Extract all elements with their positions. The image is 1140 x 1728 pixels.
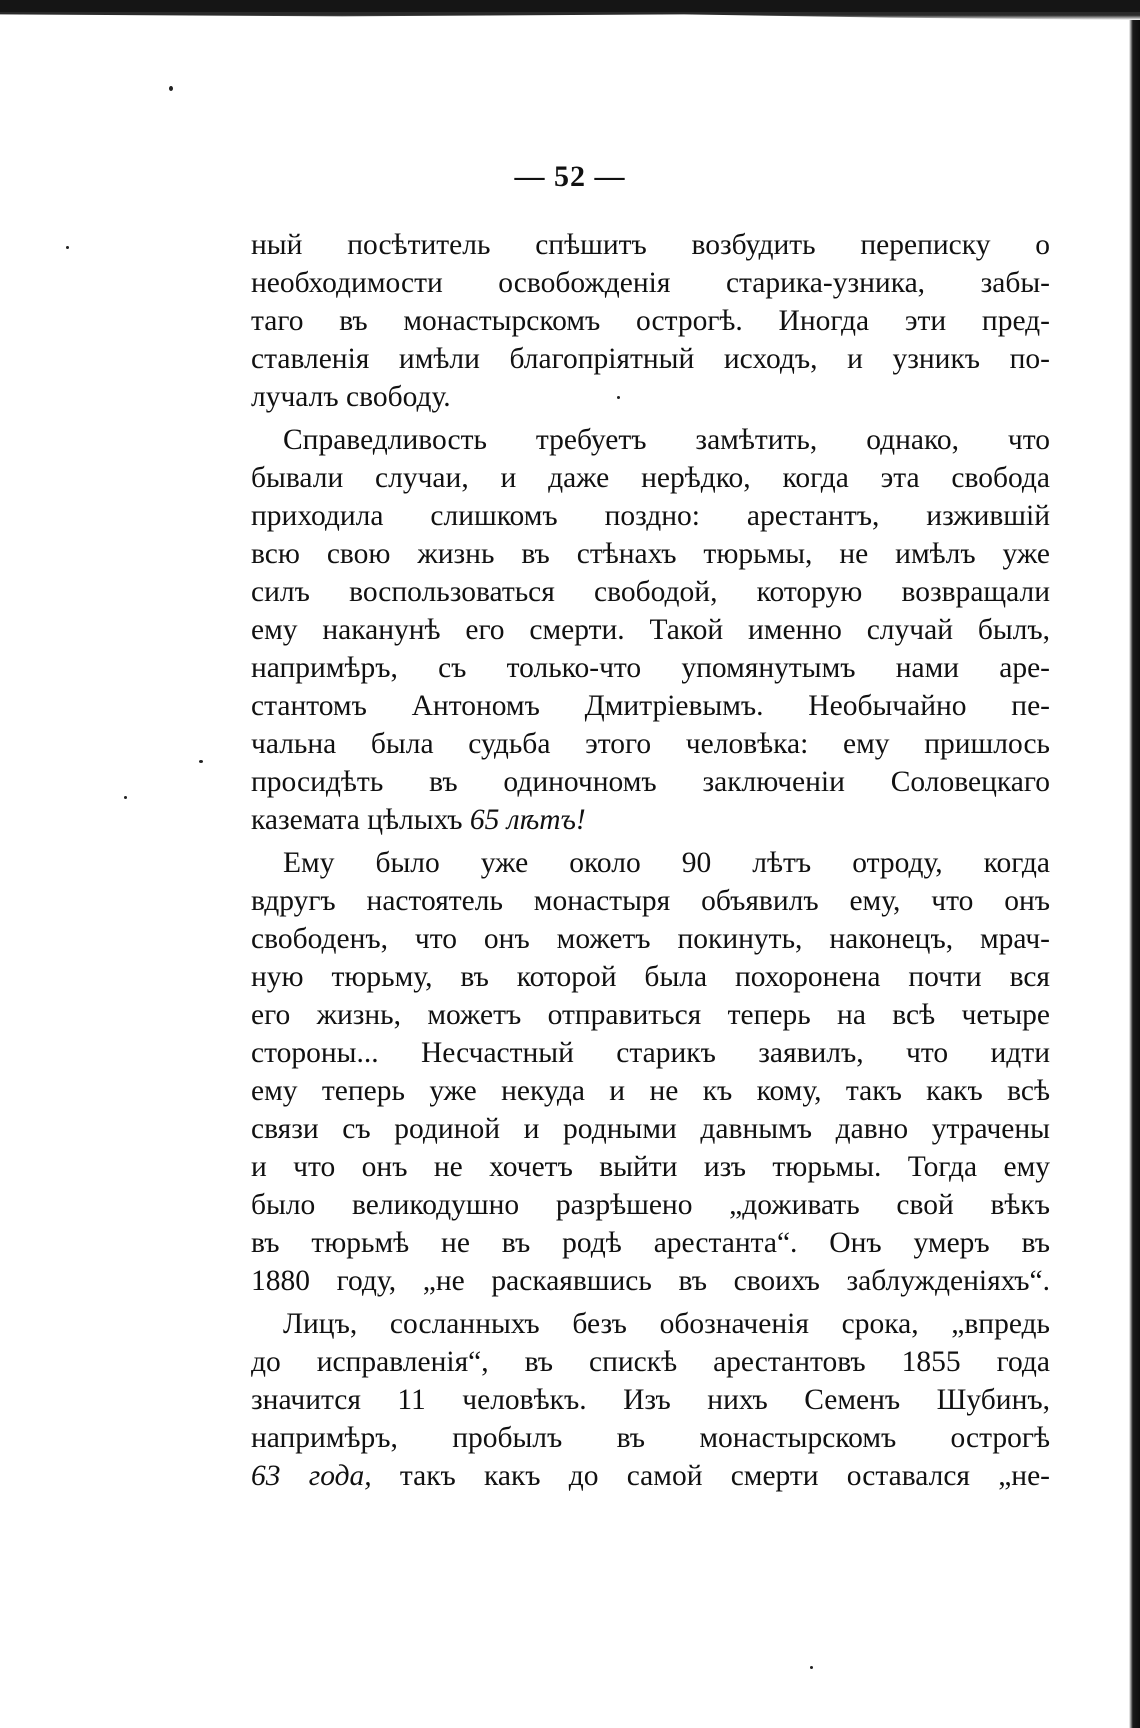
text-line: было великодушно разрѣшено „доживать свой вѣкъ (251, 1189, 1050, 1221)
text-line: значится 11 человѣкъ. Изъ нихъ Семенъ Шубинъ, (251, 1384, 1050, 1416)
text-line: 1880 году, „не раскаявшись въ своихъ заблужденіяхъ“. (251, 1265, 1050, 1297)
text-line: напримѣръ, пробылъ въ монастырскомъ острогѣ (251, 1422, 1050, 1454)
scan-top-edge (0, 0, 1140, 22)
text-line: всю свою жизнь въ стѣнахъ тюрьмы, не имѣлъ уже (251, 538, 1050, 570)
text-line: чальна была судьба этого человѣка: ему пришлось (251, 728, 1050, 760)
text-line: ему наканунѣ его смерти. Такой именно случай былъ, (251, 614, 1050, 646)
text-line: бывали случаи, и даже нерѣдко, когда эта свобода (251, 462, 1050, 494)
scan-top-band-ragged (0, 12, 1140, 20)
page-number: — 52 — (514, 160, 626, 193)
text-line: его жизнь, можетъ отправиться теперь на всѣ четыре (251, 999, 1050, 1031)
scan-top-band (0, 0, 1140, 12)
text-line: вдругъ настоятель монастыря объявилъ ему, что онъ (251, 885, 1050, 917)
italic-phrase: 63 года, (251, 1460, 372, 1492)
text-line: до исправленія“, въ спискѣ арестантовъ 1855 года (251, 1346, 1050, 1378)
text-line: силъ воспользоваться свободой, которую возвращали (251, 576, 1050, 608)
scan-speck (169, 86, 173, 91)
text-line: Справедливость требуетъ замѣтить, однако, что (283, 424, 1050, 456)
scan-speck (124, 796, 127, 799)
scan-speck (810, 1666, 813, 1669)
text-line: Ему было уже около 90 лѣтъ отроду, когда (283, 847, 1050, 879)
text-line: ный посѣтитель спѣшитъ возбудить переписку о (251, 229, 1050, 261)
text-line: необходимости освобожденія старика-узника, забы- (251, 267, 1050, 299)
text-line: каземата цѣлыхъ 65 лѣтъ! (251, 804, 586, 836)
text-line: напримѣръ, съ только-что упомянутымъ нами аре- (251, 652, 1050, 684)
text-line: лучалъ свободу. (251, 381, 451, 413)
text-line: просидѣть въ одиночномъ заключеніи Соловецкаго (251, 766, 1050, 798)
text-line: Лицъ, сосланныхъ безъ обозначенія срока, „впредь (283, 1308, 1050, 1340)
text-line: свободенъ, что онъ можетъ покинуть, наконецъ, мрач- (251, 923, 1050, 955)
text-line: приходила слишкомъ поздно: арестантъ, изжившій (251, 500, 1050, 532)
text-line: ную тюрьму, въ которой была похоронена почти вся (251, 961, 1050, 993)
scan-speck (66, 246, 69, 249)
body-text (251, 226, 1050, 1495)
italic-phrase: 65 лѣтъ! (469, 804, 586, 836)
text-line: и что онъ не хочетъ выйти изъ тюрьмы. Тогда ему (251, 1151, 1050, 1183)
text-line: стантомъ Антономъ Дмитріевымъ. Необычайно пе- (251, 690, 1050, 722)
text-line: ему теперь уже некуда и не къ кому, такъ какъ всѣ (251, 1075, 1050, 1107)
text-line: стороны... Несчастный старикъ заявилъ, что идти (251, 1037, 1050, 1069)
text-line: въ тюрьмѣ не въ родѣ арестанта“. Онъ умеръ въ (251, 1227, 1050, 1259)
scan-speck (199, 760, 203, 763)
text-line: ставленія имѣли благопріятный исходъ, и узникъ по- (251, 343, 1050, 375)
text-line: связи съ родиной и родными давнымъ давно утрачены (251, 1113, 1050, 1145)
scan-right-edge (1129, 20, 1140, 1728)
text-line: 63 года, такъ какъ до самой смерти оставался „не- (251, 1460, 1050, 1492)
text-line: таго въ монастырскомъ острогѣ. Иногда эти пред- (251, 305, 1050, 337)
